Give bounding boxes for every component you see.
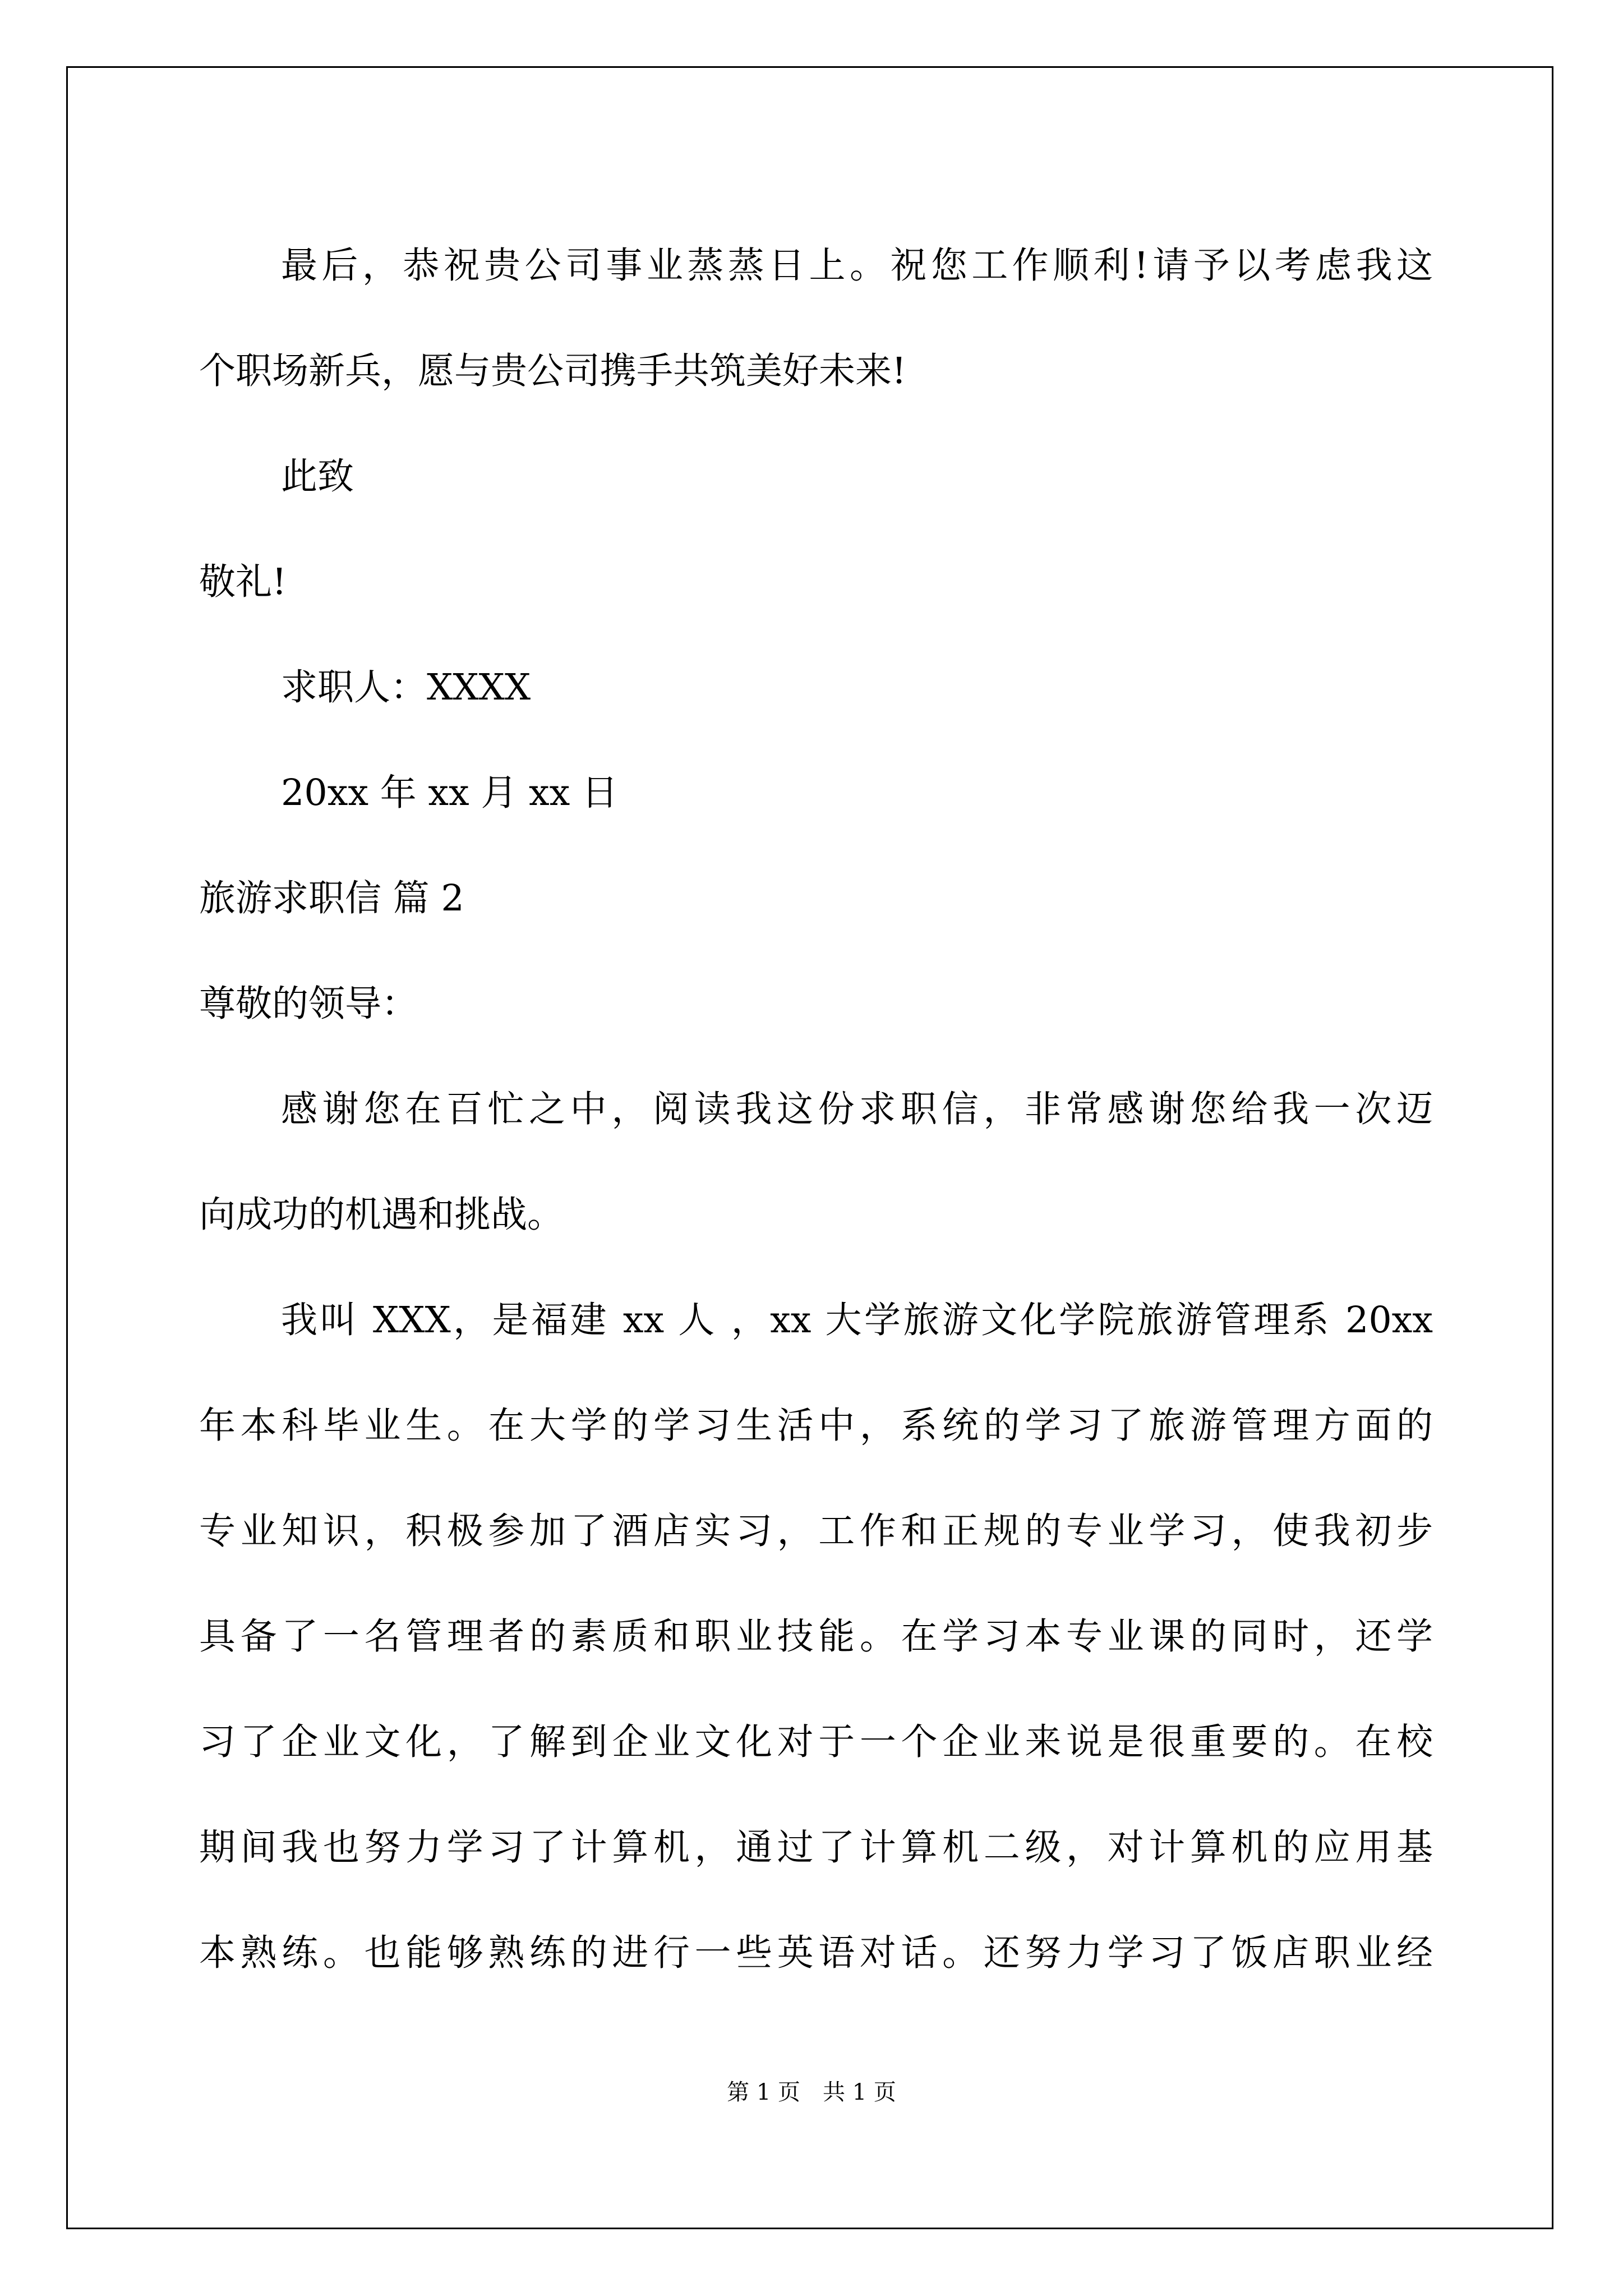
text-line: 敬礼! — [199, 561, 287, 603]
text-line: 感谢您在百忙之中，阅读我这份求职信，非常感谢您给我一次迈 — [281, 1088, 1433, 1130]
salutation: 尊敬的领导： — [199, 983, 418, 1025]
text-line: 专业知识，积极参加了酒店实习，工作和正规的专业学习，使我初步 — [199, 1510, 1433, 1552]
text-line: 此致 — [281, 455, 354, 498]
text-line: 年本科毕业生。在大学的学习生活中，系统的学习了旅游管理方面的 — [199, 1405, 1433, 1447]
text-line: 我叫 XXX，是福建 xx 人 ，xx 大学旅游文化学院旅游管理系 20xx — [281, 1299, 1433, 1341]
text-line: 期间我也努力学习了计算机，通过了计算机二级，对计算机的应用基 — [199, 1826, 1433, 1869]
page-number: 第 1 页 共 1 页 — [727, 2079, 896, 2105]
text-line: 习了企业文化，了解到企业文化对于一个企业来说是很重要的。在校 — [199, 1721, 1433, 1763]
text-line: 最后，恭祝贵公司事业蒸蒸日上。祝您工作顺利!请予以考虑我这 — [281, 245, 1433, 287]
letter-body — [199, 213, 1433, 2006]
text-line: 求职人：XXXX — [281, 666, 531, 708]
text-line: 本熟练。也能够熟练的进行一些英语对话。还努力学习了饭店职业经 — [199, 1932, 1433, 1974]
text-line: 具备了一名管理者的素质和职业技能。在学习本专业课的同时，还学 — [199, 1616, 1433, 1658]
section-heading: 旅游求职信 篇 2 — [199, 877, 464, 919]
text-line: 20xx 年 xx 月 xx 日 — [281, 772, 618, 814]
text-line: 个职场新兵，愿与贵公司携手共筑美好未来! — [199, 350, 907, 392]
text-line: 向成功的机遇和挑战。 — [199, 1194, 564, 1236]
